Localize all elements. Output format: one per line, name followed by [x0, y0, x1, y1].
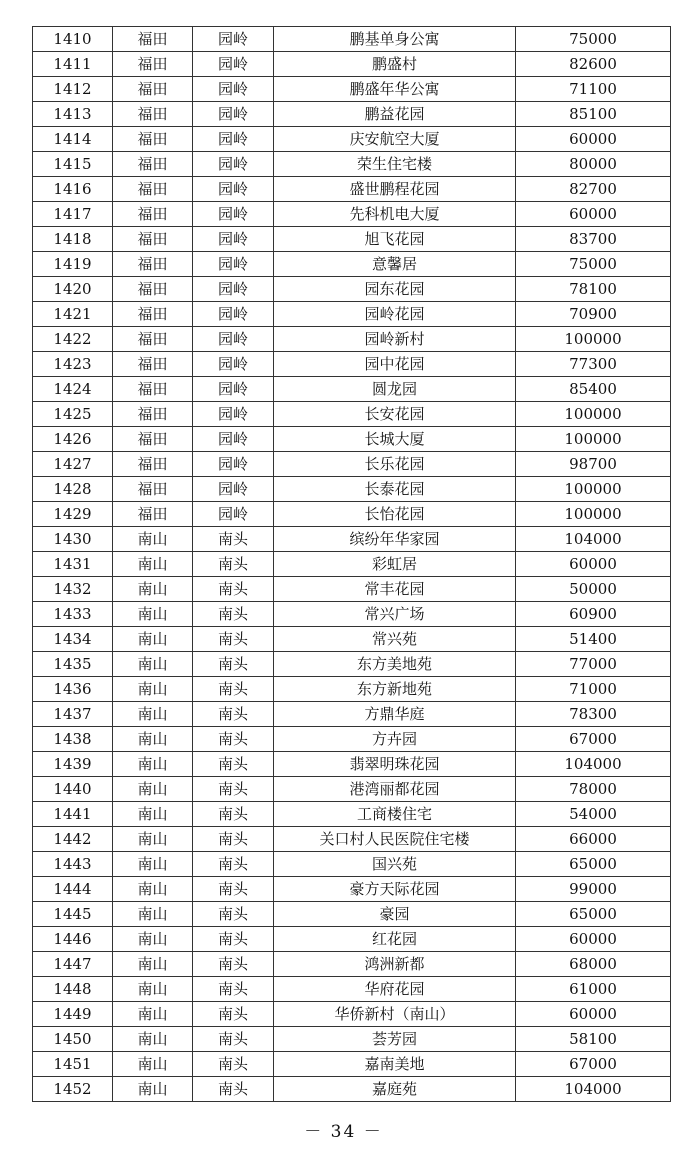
property-name-cell: 常兴广场: [274, 602, 516, 627]
price-cell: 71100: [516, 77, 671, 102]
district-cell: 福田: [113, 27, 193, 52]
table-row: [33, 602, 671, 627]
price-cell: 100000: [516, 427, 671, 452]
subdistrict-cell: 园岭: [193, 77, 274, 102]
table-row: [33, 877, 671, 902]
price-cell: 60000: [516, 202, 671, 227]
subdistrict-cell: 园岭: [193, 427, 274, 452]
district-cell: 福田: [113, 427, 193, 452]
subdistrict-cell: 南头: [193, 652, 274, 677]
row-id-cell: 1434: [33, 627, 113, 652]
property-name-cell: 庆安航空大厦: [274, 127, 516, 152]
table-row: [33, 952, 671, 977]
district-cell: 南山: [113, 627, 193, 652]
row-id-cell: 1424: [33, 377, 113, 402]
subdistrict-cell: 南头: [193, 802, 274, 827]
subdistrict-cell: 南头: [193, 777, 274, 802]
row-id-cell: 1452: [33, 1077, 113, 1102]
table-row: [33, 277, 671, 302]
subdistrict-cell: 园岭: [193, 102, 274, 127]
district-cell: 南山: [113, 1002, 193, 1027]
price-cell: 60000: [516, 552, 671, 577]
property-name-cell: 华府花园: [274, 977, 516, 1002]
subdistrict-cell: 南头: [193, 677, 274, 702]
price-cell: 75000: [516, 27, 671, 52]
price-cell: 60900: [516, 602, 671, 627]
table-row: [33, 102, 671, 127]
subdistrict-cell: 南头: [193, 952, 274, 977]
price-cell: 68000: [516, 952, 671, 977]
row-id-cell: 1451: [33, 1052, 113, 1077]
row-id-cell: 1440: [33, 777, 113, 802]
property-name-cell: 港湾丽都花园: [274, 777, 516, 802]
district-cell: 福田: [113, 102, 193, 127]
subdistrict-cell: 南头: [193, 827, 274, 852]
price-cell: 50000: [516, 577, 671, 602]
table-row: [33, 402, 671, 427]
row-id-cell: 1413: [33, 102, 113, 127]
district-cell: 南山: [113, 1052, 193, 1077]
subdistrict-cell: 园岭: [193, 502, 274, 527]
row-id-cell: 1422: [33, 327, 113, 352]
subdistrict-cell: 南头: [193, 1002, 274, 1027]
subdistrict-cell: 南头: [193, 977, 274, 1002]
row-id-cell: 1420: [33, 277, 113, 302]
table-row: [33, 1077, 671, 1102]
property-name-cell: 园东花园: [274, 277, 516, 302]
page-number: － 34 －: [304, 1122, 383, 1142]
property-name-cell: 长怡花园: [274, 502, 516, 527]
price-cell: 58100: [516, 1027, 671, 1052]
table-row: [33, 177, 671, 202]
property-name-cell: 彩虹居: [274, 552, 516, 577]
property-name-cell: 鹏盛村: [274, 52, 516, 77]
property-name-cell: 豪方天际花园: [274, 877, 516, 902]
row-id-cell: 1438: [33, 727, 113, 752]
table-row: [33, 727, 671, 752]
row-id-cell: 1441: [33, 802, 113, 827]
table-row: [33, 52, 671, 77]
subdistrict-cell: 园岭: [193, 177, 274, 202]
price-cell: 67000: [516, 1052, 671, 1077]
property-name-cell: 关口村人民医院住宅楼: [274, 827, 516, 852]
property-name-cell: 常兴苑: [274, 627, 516, 652]
table-row: [33, 327, 671, 352]
property-name-cell: 荟芳园: [274, 1027, 516, 1052]
table-row: [33, 202, 671, 227]
subdistrict-cell: 园岭: [193, 252, 274, 277]
table-row: [33, 702, 671, 727]
property-name-cell: 工商楼住宅: [274, 802, 516, 827]
district-cell: 南山: [113, 902, 193, 927]
subdistrict-cell: 南头: [193, 727, 274, 752]
price-cell: 67000: [516, 727, 671, 752]
row-id-cell: 1446: [33, 927, 113, 952]
property-name-cell: 红花园: [274, 927, 516, 952]
subdistrict-cell: 南头: [193, 1077, 274, 1102]
price-cell: 104000: [516, 1077, 671, 1102]
subdistrict-cell: 园岭: [193, 327, 274, 352]
district-cell: 福田: [113, 252, 193, 277]
price-cell: 78000: [516, 777, 671, 802]
table-row: [33, 27, 671, 52]
row-id-cell: 1439: [33, 752, 113, 777]
property-name-cell: 方卉园: [274, 727, 516, 752]
price-cell: 85400: [516, 377, 671, 402]
district-cell: 南山: [113, 527, 193, 552]
subdistrict-cell: 园岭: [193, 202, 274, 227]
property-name-cell: 豪园: [274, 902, 516, 927]
row-id-cell: 1415: [33, 152, 113, 177]
row-id-cell: 1419: [33, 252, 113, 277]
price-cell: 82600: [516, 52, 671, 77]
row-id-cell: 1444: [33, 877, 113, 902]
price-cell: 60000: [516, 127, 671, 152]
table-row: [33, 777, 671, 802]
table-row: [33, 1052, 671, 1077]
table-row: [33, 927, 671, 952]
district-cell: 南山: [113, 927, 193, 952]
property-name-cell: 方鼎华庭: [274, 702, 516, 727]
subdistrict-cell: 园岭: [193, 377, 274, 402]
subdistrict-cell: 园岭: [193, 52, 274, 77]
property-name-cell: 嘉南美地: [274, 1052, 516, 1077]
price-cell: 100000: [516, 477, 671, 502]
subdistrict-cell: 园岭: [193, 452, 274, 477]
subdistrict-cell: 园岭: [193, 152, 274, 177]
subdistrict-cell: 园岭: [193, 477, 274, 502]
row-id-cell: 1443: [33, 852, 113, 877]
price-cell: 60000: [516, 927, 671, 952]
price-cell: 66000: [516, 827, 671, 852]
price-cell: 51400: [516, 627, 671, 652]
property-name-cell: 嘉庭苑: [274, 1077, 516, 1102]
property-name-cell: 华侨新村（南山）: [274, 1002, 516, 1027]
row-id-cell: 1442: [33, 827, 113, 852]
price-cell: 100000: [516, 327, 671, 352]
district-cell: 福田: [113, 327, 193, 352]
price-cell: 100000: [516, 402, 671, 427]
price-cell: 99000: [516, 877, 671, 902]
district-cell: 福田: [113, 227, 193, 252]
row-id-cell: 1411: [33, 52, 113, 77]
property-name-cell: 鹏基单身公寓: [274, 27, 516, 52]
district-cell: 福田: [113, 477, 193, 502]
price-cell: 60000: [516, 1002, 671, 1027]
district-cell: 南山: [113, 977, 193, 1002]
table-row: [33, 152, 671, 177]
table-row: [33, 427, 671, 452]
price-cell: 78300: [516, 702, 671, 727]
subdistrict-cell: 园岭: [193, 277, 274, 302]
district-cell: 福田: [113, 52, 193, 77]
subdistrict-cell: 园岭: [193, 127, 274, 152]
subdistrict-cell: 园岭: [193, 27, 274, 52]
district-cell: 南山: [113, 652, 193, 677]
district-cell: 南山: [113, 1077, 193, 1102]
row-id-cell: 1430: [33, 527, 113, 552]
subdistrict-cell: 园岭: [193, 302, 274, 327]
property-name-cell: 国兴苑: [274, 852, 516, 877]
row-id-cell: 1448: [33, 977, 113, 1002]
row-id-cell: 1445: [33, 902, 113, 927]
row-id-cell: 1450: [33, 1027, 113, 1052]
table-body: [33, 27, 671, 1102]
row-id-cell: 1428: [33, 477, 113, 502]
district-cell: 南山: [113, 727, 193, 752]
table-row: [33, 802, 671, 827]
price-cell: 104000: [516, 752, 671, 777]
table-row: [33, 1027, 671, 1052]
table-row: [33, 577, 671, 602]
subdistrict-cell: 南头: [193, 627, 274, 652]
property-name-cell: 园岭花园: [274, 302, 516, 327]
table-row: [33, 477, 671, 502]
table-row: [33, 977, 671, 1002]
district-cell: 福田: [113, 352, 193, 377]
subdistrict-cell: 园岭: [193, 227, 274, 252]
row-id-cell: 1449: [33, 1002, 113, 1027]
subdistrict-cell: 南头: [193, 877, 274, 902]
table-row: [33, 252, 671, 277]
table-row: [33, 677, 671, 702]
district-cell: 福田: [113, 127, 193, 152]
property-name-cell: 鹏盛年华公寓: [274, 77, 516, 102]
district-cell: 南山: [113, 1027, 193, 1052]
district-cell: 南山: [113, 852, 193, 877]
subdistrict-cell: 南头: [193, 577, 274, 602]
property-name-cell: 旭飞花园: [274, 227, 516, 252]
row-id-cell: 1425: [33, 402, 113, 427]
row-id-cell: 1436: [33, 677, 113, 702]
property-name-cell: 长城大厦: [274, 427, 516, 452]
table-row: [33, 852, 671, 877]
district-cell: 福田: [113, 202, 193, 227]
table-row: [33, 902, 671, 927]
subdistrict-cell: 南头: [193, 752, 274, 777]
table-row: [33, 1002, 671, 1027]
row-id-cell: 1416: [33, 177, 113, 202]
district-cell: 南山: [113, 802, 193, 827]
row-id-cell: 1426: [33, 427, 113, 452]
row-id-cell: 1447: [33, 952, 113, 977]
table-row: [33, 627, 671, 652]
district-cell: 福田: [113, 452, 193, 477]
row-id-cell: 1437: [33, 702, 113, 727]
property-name-cell: 鹏益花园: [274, 102, 516, 127]
property-name-cell: 长安花园: [274, 402, 516, 427]
property-name-cell: 意馨居: [274, 252, 516, 277]
housing-price-table: [32, 26, 671, 1102]
district-cell: 南山: [113, 752, 193, 777]
row-id-cell: 1421: [33, 302, 113, 327]
property-name-cell: 鸿洲新都: [274, 952, 516, 977]
price-cell: 98700: [516, 452, 671, 477]
price-cell: 104000: [516, 527, 671, 552]
district-cell: 南山: [113, 702, 193, 727]
price-cell: 85100: [516, 102, 671, 127]
table-row: [33, 77, 671, 102]
subdistrict-cell: 园岭: [193, 352, 274, 377]
table-row: [33, 227, 671, 252]
table-row: [33, 452, 671, 477]
district-cell: 福田: [113, 377, 193, 402]
table-row: [33, 752, 671, 777]
subdistrict-cell: 园岭: [193, 402, 274, 427]
district-cell: 福田: [113, 177, 193, 202]
district-cell: 南山: [113, 827, 193, 852]
price-cell: 82700: [516, 177, 671, 202]
row-id-cell: 1418: [33, 227, 113, 252]
property-name-cell: 盛世鹏程花园: [274, 177, 516, 202]
row-id-cell: 1435: [33, 652, 113, 677]
table-row: [33, 377, 671, 402]
property-name-cell: 荣生住宅楼: [274, 152, 516, 177]
subdistrict-cell: 南头: [193, 552, 274, 577]
row-id-cell: 1410: [33, 27, 113, 52]
table-row: [33, 652, 671, 677]
property-name-cell: 长乐花园: [274, 452, 516, 477]
price-cell: 80000: [516, 152, 671, 177]
district-cell: 福田: [113, 152, 193, 177]
row-id-cell: 1433: [33, 602, 113, 627]
table-row: [33, 502, 671, 527]
district-cell: 南山: [113, 877, 193, 902]
price-cell: 70900: [516, 302, 671, 327]
table-row: [33, 352, 671, 377]
district-cell: 福田: [113, 402, 193, 427]
row-id-cell: 1414: [33, 127, 113, 152]
subdistrict-cell: 南头: [193, 1052, 274, 1077]
table-row: [33, 552, 671, 577]
district-cell: 福田: [113, 277, 193, 302]
property-name-cell: 常丰花园: [274, 577, 516, 602]
price-cell: 61000: [516, 977, 671, 1002]
price-cell: 54000: [516, 802, 671, 827]
district-cell: 福田: [113, 77, 193, 102]
price-cell: 65000: [516, 852, 671, 877]
subdistrict-cell: 南头: [193, 602, 274, 627]
row-id-cell: 1412: [33, 77, 113, 102]
table-row: [33, 127, 671, 152]
property-name-cell: 长泰花园: [274, 477, 516, 502]
property-name-cell: 缤纷年华家园: [274, 527, 516, 552]
property-name-cell: 圆龙园: [274, 377, 516, 402]
property-name-cell: 先科机电大厦: [274, 202, 516, 227]
property-name-cell: 东方美地苑: [274, 652, 516, 677]
table-row: [33, 827, 671, 852]
subdistrict-cell: 南头: [193, 702, 274, 727]
subdistrict-cell: 南头: [193, 927, 274, 952]
district-cell: 福田: [113, 302, 193, 327]
price-cell: 78100: [516, 277, 671, 302]
district-cell: 南山: [113, 777, 193, 802]
row-id-cell: 1431: [33, 552, 113, 577]
district-cell: 南山: [113, 577, 193, 602]
subdistrict-cell: 南头: [193, 852, 274, 877]
price-cell: 75000: [516, 252, 671, 277]
price-cell: 100000: [516, 502, 671, 527]
table-row: [33, 527, 671, 552]
subdistrict-cell: 南头: [193, 902, 274, 927]
district-cell: 福田: [113, 502, 193, 527]
price-cell: 77000: [516, 652, 671, 677]
district-cell: 南山: [113, 602, 193, 627]
property-name-cell: 东方新地苑: [274, 677, 516, 702]
row-id-cell: 1429: [33, 502, 113, 527]
row-id-cell: 1423: [33, 352, 113, 377]
district-cell: 南山: [113, 677, 193, 702]
price-cell: 83700: [516, 227, 671, 252]
price-cell: 71000: [516, 677, 671, 702]
price-cell: 77300: [516, 352, 671, 377]
property-name-cell: 园中花园: [274, 352, 516, 377]
row-id-cell: 1427: [33, 452, 113, 477]
property-name-cell: 园岭新村: [274, 327, 516, 352]
district-cell: 南山: [113, 952, 193, 977]
row-id-cell: 1432: [33, 577, 113, 602]
property-name-cell: 翡翠明珠花园: [274, 752, 516, 777]
subdistrict-cell: 南头: [193, 1027, 274, 1052]
price-cell: 65000: [516, 902, 671, 927]
district-cell: 南山: [113, 552, 193, 577]
row-id-cell: 1417: [33, 202, 113, 227]
subdistrict-cell: 南头: [193, 527, 274, 552]
table-row: [33, 302, 671, 327]
